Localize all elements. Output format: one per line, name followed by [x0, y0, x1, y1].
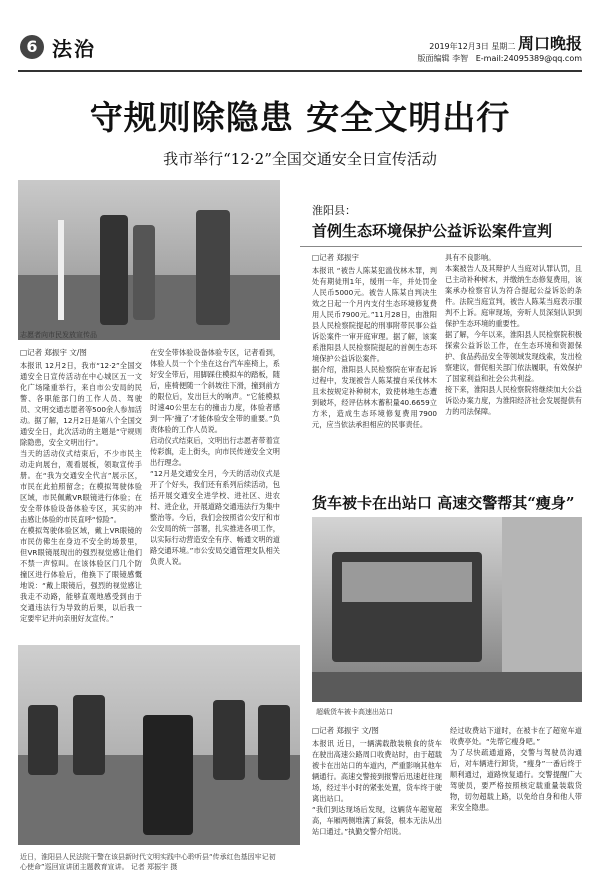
volunteer-photo [18, 180, 280, 340]
main-subheadline: 我市举行“12·2”全国交通安全日宣传活动 [163, 150, 437, 168]
meeting-photo [18, 645, 300, 845]
article3-col2: 经过收费站下道时，在被卡在了超宽车道收费亭处。“先帮它瘦身吧。” 为了尽快疏通道路，交警与驾驶员沟通后，对车辆进行卸货，“瘦身”一番后终于顺利通过，道路恢复通行。交警提醒广大驾驶员，要严格按照核定载重量装载货物，切勿超载上路，以免给自身和他人带来安全隐患。 [450, 726, 582, 812]
article2-col2: 具有不良影响。 本案被告人及其辩护人当庭对认罪认罚，且已主动补种树木，并缴纳生态修复费用，该案承办检察官认为符合提起公益诉讼的条件。法院当庭宣判，被告人陈某当庭表示服判不上诉。庭审现场，旁听人员深刻认识到保护生态环境的重要性。 据了解，今年以来，淮阳县人民检察院积极探索公益诉讼工作，在生态环境和资源保护、食品药品安全等领域发现线索，发出检察建议，督促相关部门依法履职，有效保护了国家利益和社会公共利益。 接下来，淮阳县人民检察院将继续加大公益诉讼办案力度，为淮阳经济社会发展提供有力的司法保障。 [445, 253, 582, 416]
main-headline: 守规则除隐患 安全文明出行 [89, 98, 511, 137]
article3-title: 货车被卡在出站口 高速交警帮其“瘦身” [312, 494, 575, 512]
article1-col1: 本报讯 12月2日，我市“12·2”全国交通安全日宣传活动在中心城区五一文化广场隆重举行，来自市公安局的民警、各职能部门的工作人员、驾驶员、文明交通志愿者等500余人参加活动。据了解，12月2日是第八个全国交通安全日，此次活动的主题是“守规则除隐患，安全文明出行”。 当天的活动仪式结束后，不少市民主动走向展台，观看展板，领取宣传手册。在“我为交通安全代言”展示区，市民在此拍照留念；在模拟驾驶体验区域，市民佩戴VR眼镜进行体验；在安全带体验设备体验专区，其实的冲击感让体验的市民直呼“惊险”。 在模拟驾驶体验区域，戴上VR眼镜的市民仿佛生在身边不安全的场景里，但VR眼镜展现出的强烈视觉感让他们不禁一声惊叫。在该体验区门几个防撞区进行体验后，他换下了眼镜感慨地说：“戴上眼镜后，强烈的视觉感让我走不动路，能够直观地感受到由于交通违法行为导致的后果，以后我一定要牢记并向亲朋好友宣传。” [20, 361, 142, 623]
article2-rule [300, 246, 582, 247]
article1-byline: □记者 郑振宇 文/图 [20, 348, 87, 357]
article1-col2: 在安全带体验设备体验专区，记者看到，体验人员一个个坐在这台汽车座椅上，系好安全带后，用脚踩住模拟车的踏板，随后，座椅便随一个斜坡往下滑，撞到前方的限位后，发出巨大的响声。“它能模拟时速40公里左右的撞击力度，体验者感到一阵‘撞了’才能体验安全带的重要。”负责体验的工作人员说。 启动仪式结束后，文明出行志愿者带着宣传彩旗，走上街头，向市民传递安全文明出行理念。 “12月是交通安全月，今天的活动仪式是开了个好头，我们还有系列后续活动，包括开展交通安全进学校、进社区、进农村、进企业，开展道路交通违法行为集中整治等。今后，我们会按照省公安厅和市公安局的统一部署，扎实推进各项工作，以实际行动营造安全有序、畅通文明的道路交通环境。”市公安局交通管理支队相关负责人说。 [150, 348, 280, 566]
meeting-photo-caption [20, 852, 280, 872]
email: E-mail:24095389@qq.com [475, 54, 582, 63]
paper-name: 周口晚报 [517, 34, 582, 53]
article3-col1: 本报讯 近日，一辆满载散装粮食的货车在驶出高速公路周口收费站时，由于超载被卡在出站口的车道内，严重影响其他车辆通行。高速交警接到报警后迅速赶往现场，经过半小时的紧张处置，货车终于驶离出站口。 “我们到达现场后发现，这辆货车超宽超高，车厢两侧堆满了麻袋，根本无法从出站口通过。”执勤交警介绍说。 [312, 739, 442, 836]
section-title: 法治 [52, 37, 96, 61]
article2-byline: □记者 郑振宇 [312, 253, 359, 262]
date-line: 2019年12月3日 星期二 [429, 42, 516, 51]
article2-kicker: 淮阳县： [312, 204, 356, 217]
volunteer-photo-caption: 志愿者向市民发放宣传品 [20, 331, 97, 339]
truck-photo [312, 517, 582, 702]
meeting-caption-text: 近日，淮阳县人民法院干警在该县新时代文明实践中心聆听县“传承红色基因牢记初心使命”巡回宣讲团主题教育宣讲。 [20, 853, 276, 871]
article2-title: 首例生态环境保护公益诉讼案件宣判 [312, 222, 553, 240]
meeting-photo-credit: 记者 郑振宇 摄 [130, 863, 178, 871]
editor-line: 版面编辑 李智 [417, 54, 469, 63]
masthead [342, 34, 582, 65]
header-rule [18, 70, 582, 72]
article2-col1: 本报讯 “被告人陈某犯滥伐林木罪，判处有期徒刑1年，缓刑一年，并处罚金人民币5000元。被告人陈某自判决生效之日起一个月内支付生态环境修复费用人民币7900元。”11月28日，由淮阳县人民检察院提起的刑事附带民事公益诉讼案件一审开庭审理。据了解，该案系淮阳县人民检察院提起的首例生态环境保护公益诉讼案件。 据介绍，淮阳县人民检察院在审查起诉过程中，发现被告人陈某擅自采伐林木且未按规定补种树木，致使林地生态遭到破坏，经评估林木蓄积量40.6659立方米，造成生态环境修复费用7900元，应当依法承担相应的民事责任。 [312, 266, 437, 429]
truck-photo-caption: 超载货车被卡高速出站口 [316, 708, 393, 716]
article3-byline: □记者 郑振宇 文/图 [312, 726, 379, 735]
page-number-badge: 6 [20, 35, 44, 59]
